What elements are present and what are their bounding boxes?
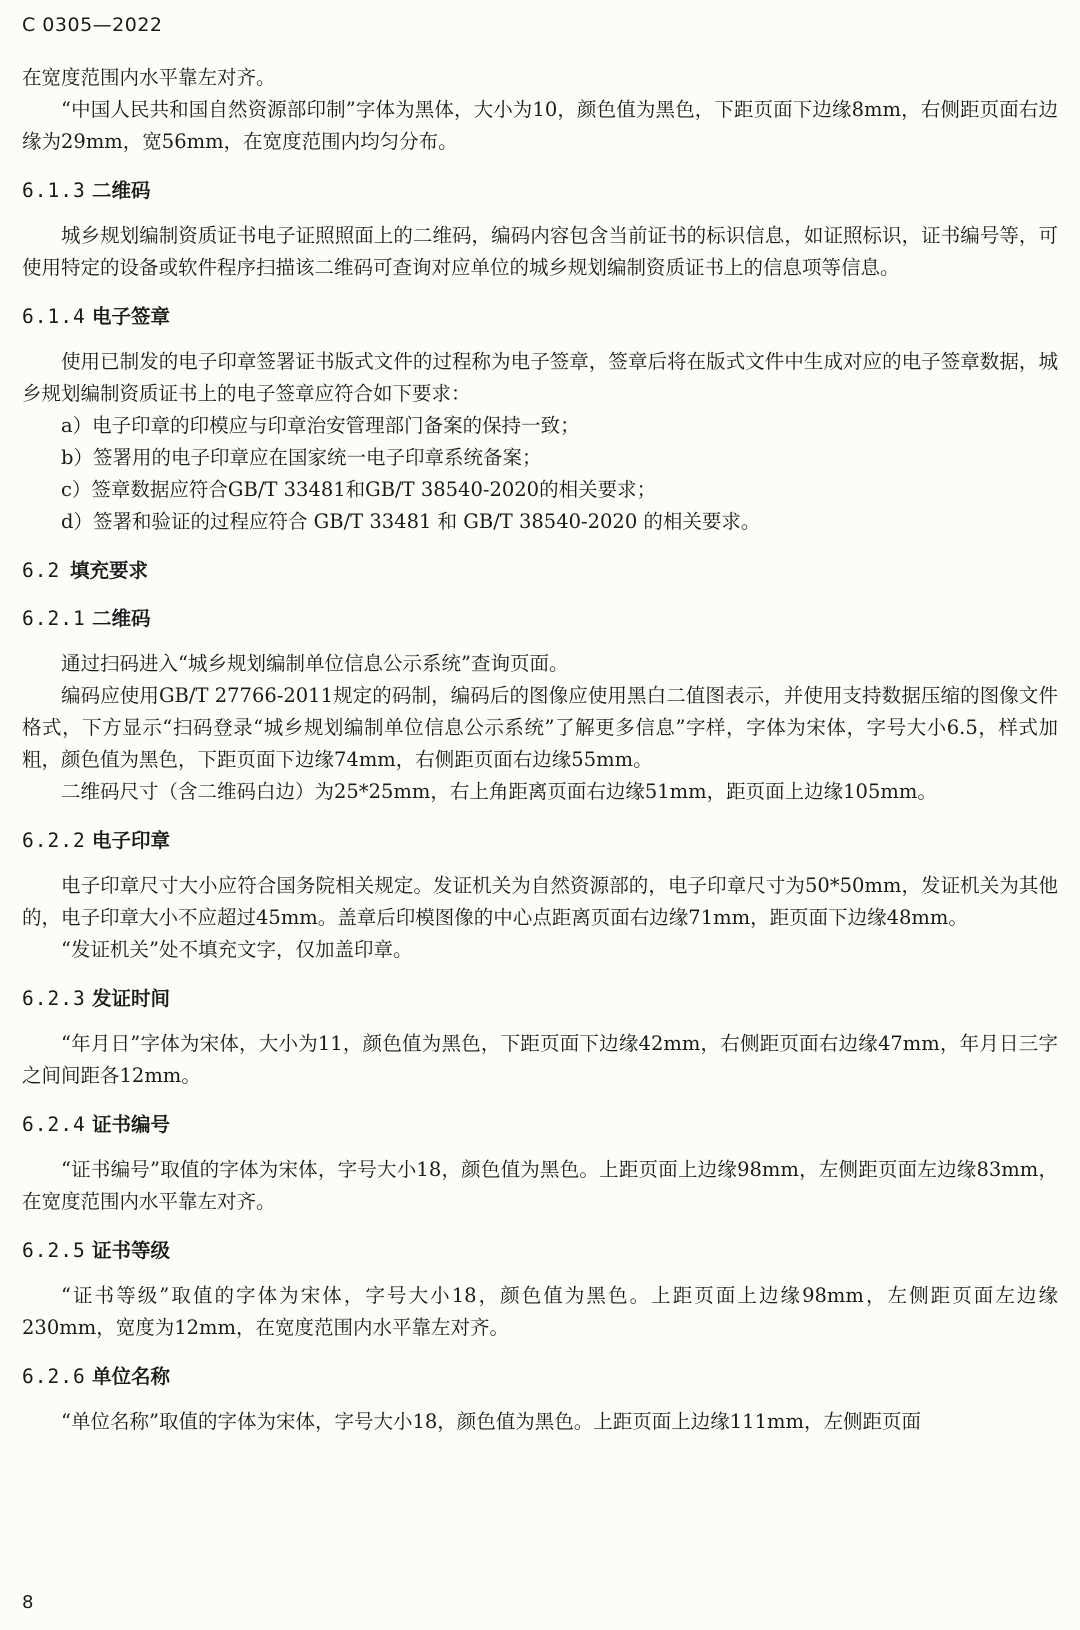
section-title: 二维码 <box>92 607 151 630</box>
document-code: C 0305—2022 <box>22 14 163 36</box>
section-title: 填充要求 <box>70 559 149 582</box>
paragraph: “单位名称”取值的字体为宋体，字号大小18，颜色值为黑色。上距页面上边缘111mm，左侧距页面 <box>61 1410 921 1433</box>
section-title: 电子签章 <box>92 305 171 328</box>
paragraph: 城乡规划编制资质证书电子证照照面上的二维码，编码内容包含当前证书的标识信息，如证照标识，证书编号等，可使用特定的设备或软件程序扫描该二维码可查询对应单位的城乡规划编制资质证书上的信息项等信息。 <box>22 224 1058 279</box>
section-number: 6.2.1 <box>22 607 86 630</box>
section-number: 6.2.4 <box>22 1113 86 1136</box>
section-heading-6-2-4 <box>22 1110 1058 1140</box>
continued-paragraph: 在宽度范围内水平靠左对齐。 <box>22 66 276 89</box>
paragraph: “中国人民共和国自然资源部印制”字体为黑体，大小为10，颜色值为黑色，下距页面下边缘8mm，右侧距页面右边缘为29mm，宽56mm，在宽度范围内均匀分布。 <box>22 98 1058 153</box>
paragraph: “证书等级”取值的字体为宋体，字号大小18，颜色值为黑色。上距页面上边缘98mm，左侧距页面左边缘230mm，宽度为12mm，在宽度范围内水平靠左对齐。 <box>22 1284 1058 1339</box>
section-title: 二维码 <box>92 179 151 202</box>
section-heading-6-1-4 <box>22 302 1058 332</box>
section-title: 证书编号 <box>92 1113 171 1136</box>
paragraph: 二维码尺寸（含二维码白边）为25*25mm，右上角距离页面右边缘51mm，距页面上边缘105mm。 <box>61 780 937 803</box>
paragraph: 通过扫码进入“城乡规划编制单位信息公示系统”查询页面。 <box>61 652 569 675</box>
section-heading-6-2 <box>22 556 1058 586</box>
paragraph: “证书编号”取值的字体为宋体，字号大小18，颜色值为黑色。上距页面上边缘98mm，左侧距页面左边缘83mm，在宽度范围内水平靠左对齐。 <box>22 1158 1058 1213</box>
section-number: 6.2.2 <box>22 829 86 852</box>
section-number: 6.1.3 <box>22 179 86 202</box>
section-number: 6.1.4 <box>22 305 86 328</box>
section-heading-6-2-6 <box>22 1362 1058 1392</box>
section-heading-6-2-3 <box>22 984 1058 1014</box>
paragraph: “发证机关”处不填充文字，仅加盖印章。 <box>61 938 413 961</box>
list-item: d）签署和验证的过程应符合 GB/T 33481 和 GB/T 38540-2020 的相关要求。 <box>61 510 761 533</box>
paragraph: 使用已制发的电子印章签署证书版式文件的过程称为电子签章，签章后将在版式文件中生成对应的电子签章数据，城乡规划编制资质证书上的电子签章应符合如下要求： <box>22 350 1058 405</box>
section-number: 6.2.3 <box>22 987 86 1010</box>
section-heading-6-1-3 <box>22 176 1058 206</box>
paragraph: 电子印章尺寸大小应符合国务院相关规定。发证机关为自然资源部的，电子印章尺寸为50*50mm，发证机关为其他的，电子印章大小不应超过45mm。盖章后印模图像的中心点距离页面右边缘71mm，距页面下边缘48mm。 <box>22 874 1058 929</box>
page-number: 8 <box>22 1592 34 1613</box>
section-title: 单位名称 <box>92 1365 171 1388</box>
paragraph: 编码应使用GB/T 27766-2011规定的码制，编码后的图像应使用黑白二值图表示，并使用支持数据压缩的图像文件格式，下方显示“扫码登录“城乡规划编制单位信息公示系统”了解更多信息”字样，字体为宋体，字号大小6.5，样式加粗，颜色值为黑色，下距页面下边缘74mm，右侧距页面右边缘55mm。 <box>22 684 1058 771</box>
section-title: 电子印章 <box>92 829 171 852</box>
section-heading-6-2-5 <box>22 1236 1058 1266</box>
paragraph: “年月日”字体为宋体，大小为11，颜色值为黑色，下距页面下边缘42mm，右侧距页面右边缘47mm，年月日三字之间间距各12mm。 <box>22 1032 1058 1087</box>
section-number: 6.2.5 <box>22 1239 86 1262</box>
section-number: 6.2.6 <box>22 1365 86 1388</box>
section-title: 证书等级 <box>92 1239 171 1262</box>
section-number: 6.2 <box>22 559 61 582</box>
list-item: c）签章数据应符合GB/T 33481和GB/T 38540-2020的相关要求； <box>61 478 657 501</box>
section-heading-6-2-2 <box>22 826 1058 856</box>
document-body <box>22 62 1058 1438</box>
list-item: a）电子印章的印模应与印章治安管理部门备案的保持一致； <box>61 414 580 437</box>
section-title: 发证时间 <box>92 987 171 1010</box>
list-item: b）签署用的电子印章应在国家统一电子印章系统备案； <box>61 446 542 469</box>
section-heading-6-2-1 <box>22 604 1058 634</box>
